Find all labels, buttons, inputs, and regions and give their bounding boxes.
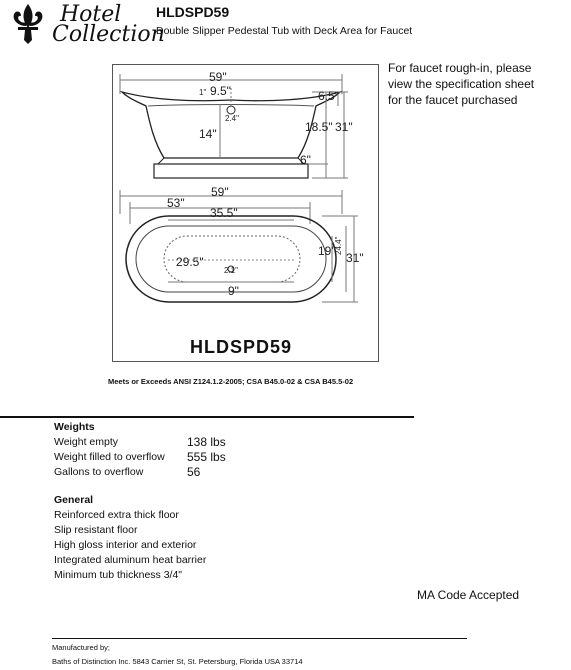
faucet-note: For faucet rough-in, please view the specification sheet for the faucet purchased [388,61,535,107]
side-drain-offset-label: 2.4" [225,114,239,123]
weight-filled-value: 555 lbs [187,450,226,464]
general-item: Integrated aluminum heat barrier [54,554,207,566]
weight-empty-value: 138 lbs [187,435,226,449]
brand-name-line1: Hotel [60,2,122,27]
tub-drawing [112,64,379,362]
weight-filled-label: Weight filled to overflow [54,451,165,463]
side-drain-to-end-label: 9.5" [210,84,231,98]
general-item: High gloss interior and exterior [54,539,197,551]
side-drain-small-label: 1" [199,88,207,97]
code-note: MA Code Accepted [417,588,520,602]
gallons-value: 56 [187,465,201,479]
weight-empty-label: Weight empty [54,436,118,448]
section-divider [0,416,414,418]
top-basin-width-label: 24.4" [334,236,343,255]
general-item: Slip resistant floor [54,524,138,536]
side-depth-label: 14" [199,127,217,141]
top-width-label: 31" [346,251,364,265]
general-item: Reinforced extra thick floor [54,509,179,521]
top-drain-offset-label: 2.1" [224,266,238,275]
side-rim-height-label: 6.5" [318,89,339,103]
top-inner-width-label: 19" [318,244,336,258]
general-item: Minimum tub thickness 3/4" [54,569,183,581]
drawing-model-label: HLDSPD59 [190,337,293,357]
compliance-text: Meets or Exceeds ANSI Z124.1.2-2005; CSA B45.0-02 & CSA B45.5-02 [108,377,354,386]
header-description: Double Slipper Pedestal Tub with Deck Area for Faucet [156,25,413,37]
header-model-number: HLDSPD59 [156,4,230,20]
footer-divider [52,638,467,639]
fleur-de-lis-icon [10,2,46,46]
top-drain-center-label: 9" [228,284,239,298]
side-total-height-label: 31" [335,120,353,134]
brand-name-line2: Collection [52,22,165,47]
gallons-label: Gallons to overflow [54,466,144,478]
top-deck-length-label: 53" [167,196,185,210]
side-base-height-label: 6" [300,153,311,167]
footer-address: Baths of Distinction Inc. 5843 Carrier St, St. Petersburg, Florida USA 33714 [52,657,303,666]
brand-logo [10,2,165,47]
side-length-label: 59" [209,70,227,84]
general-heading: General [54,494,94,506]
top-basin-bottom-length-label: 29.5" [176,255,204,269]
side-inner-height-label: 18.5" [305,120,333,134]
footer-label: Manufactured by; [52,643,110,652]
top-length-label: 59" [211,185,229,199]
top-basin-length-label: 35.5" [210,206,238,220]
weights-heading: Weights [54,421,95,433]
